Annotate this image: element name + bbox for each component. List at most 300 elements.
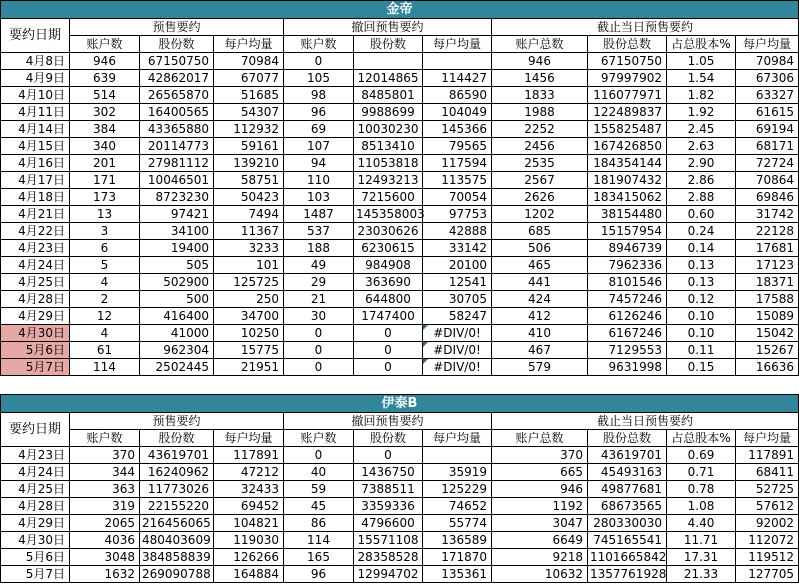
- data-cell[interactable]: [423, 447, 492, 464]
- date-cell[interactable]: 4月16日: [1, 155, 70, 172]
- data-cell[interactable]: 15775: [214, 342, 284, 359]
- data-cell[interactable]: 1747400: [354, 308, 423, 325]
- data-cell[interactable]: 7388511: [354, 481, 423, 498]
- date-cell[interactable]: 4月22日: [1, 223, 70, 240]
- data-cell[interactable]: 745165541: [588, 532, 667, 549]
- date-cell[interactable]: 5月6日: [1, 549, 70, 566]
- date-cell[interactable]: 4月28日: [1, 498, 70, 515]
- date-cell[interactable]: 4月25日: [1, 481, 70, 498]
- data-cell[interactable]: 10250: [214, 325, 284, 342]
- date-cell[interactable]: 4月23日: [1, 447, 70, 464]
- data-cell[interactable]: 40: [284, 464, 354, 481]
- data-cell[interactable]: 119030: [214, 532, 284, 549]
- data-cell[interactable]: 43619701: [588, 447, 667, 464]
- table-row: [1, 532, 799, 549]
- data-cell[interactable]: 47212: [214, 464, 284, 481]
- data-cell[interactable]: 340: [70, 138, 140, 155]
- data-cell[interactable]: 8946739: [588, 240, 667, 257]
- data-cell[interactable]: 665: [492, 464, 588, 481]
- data-cell[interactable]: 49877681: [588, 481, 667, 498]
- data-cell[interactable]: 11773026: [140, 481, 214, 498]
- data-cell[interactable]: 1456: [492, 70, 588, 87]
- data-cell[interactable]: [423, 53, 492, 70]
- data-cell[interactable]: 94: [284, 155, 354, 172]
- data-cell[interactable]: 12014865: [354, 70, 423, 87]
- data-cell[interactable]: 514: [70, 87, 140, 104]
- data-cell[interactable]: 19400: [140, 240, 214, 257]
- data-cell[interactable]: 1.08: [667, 498, 736, 515]
- data-cell[interactable]: 96: [284, 566, 354, 583]
- date-cell[interactable]: 4月30日: [1, 532, 70, 549]
- data-cell[interactable]: 98: [284, 87, 354, 104]
- data-cell[interactable]: 164884: [214, 566, 284, 583]
- data-cell[interactable]: 136589: [423, 532, 492, 549]
- data-cell[interactable]: 0.10: [667, 308, 736, 325]
- data-cell[interactable]: 7215600: [354, 189, 423, 206]
- data-cell[interactable]: 17.31: [667, 549, 736, 566]
- data-cell[interactable]: 97753: [423, 206, 492, 223]
- data-cell[interactable]: 110: [284, 172, 354, 189]
- data-cell[interactable]: 49: [284, 257, 354, 274]
- data-cell[interactable]: 22155220: [140, 498, 214, 515]
- date-cell[interactable]: 4月10日: [1, 87, 70, 104]
- data-cell[interactable]: 946: [492, 481, 588, 498]
- data-cell[interactable]: 6230615: [354, 240, 423, 257]
- date-cell[interactable]: 4月25日: [1, 274, 70, 291]
- data-cell[interactable]: 20100: [423, 257, 492, 274]
- data-cell[interactable]: 96: [284, 104, 354, 121]
- data-cell[interactable]: 250: [214, 291, 284, 308]
- data-cell[interactable]: 15042: [736, 325, 799, 342]
- data-cell[interactable]: 17588: [736, 291, 799, 308]
- data-cell[interactable]: 155825487: [588, 121, 667, 138]
- data-cell[interactable]: 962304: [140, 342, 214, 359]
- data-cell[interactable]: #DIV/0!: [423, 325, 492, 342]
- data-cell[interactable]: 119512: [736, 549, 799, 566]
- data-cell[interactable]: 188: [284, 240, 354, 257]
- data-cell[interactable]: 117594: [423, 155, 492, 172]
- data-cell[interactable]: 4.40: [667, 515, 736, 532]
- data-cell[interactable]: 68673565: [588, 498, 667, 515]
- data-cell[interactable]: 125229: [423, 481, 492, 498]
- data-cell[interactable]: 68411: [736, 464, 799, 481]
- data-cell[interactable]: 0.11: [667, 342, 736, 359]
- data-cell[interactable]: 2456: [492, 138, 588, 155]
- data-cell[interactable]: 116077971: [588, 87, 667, 104]
- data-cell[interactable]: 61: [70, 342, 140, 359]
- data-cell[interactable]: 2502445: [140, 359, 214, 376]
- data-cell[interactable]: 384858839: [140, 549, 214, 566]
- data-cell[interactable]: 537: [284, 223, 354, 240]
- date-cell[interactable]: 4月9日: [1, 70, 70, 87]
- data-cell[interactable]: 97997902: [588, 70, 667, 87]
- data-cell[interactable]: 68171: [736, 138, 799, 155]
- data-cell[interactable]: 67150750: [588, 53, 667, 70]
- data-cell[interactable]: 45493163: [588, 464, 667, 481]
- data-cell[interactable]: 0: [284, 359, 354, 376]
- data-cell[interactable]: 280330030: [588, 515, 667, 532]
- data-cell[interactable]: 7962336: [588, 257, 667, 274]
- table-row: [1, 172, 799, 189]
- data-cell[interactable]: 16636: [736, 359, 799, 376]
- data-cell[interactable]: 12493213: [354, 172, 423, 189]
- data-cell[interactable]: 69452: [214, 498, 284, 515]
- data-cell[interactable]: 55774: [423, 515, 492, 532]
- data-cell[interactable]: 86590: [423, 87, 492, 104]
- data-cell[interactable]: 2535: [492, 155, 588, 172]
- data-cell[interactable]: 67150750: [140, 53, 214, 70]
- data-cell[interactable]: 1833: [492, 87, 588, 104]
- data-cell[interactable]: 69846: [736, 189, 799, 206]
- data-cell[interactable]: 70864: [736, 172, 799, 189]
- data-cell[interactable]: 363: [70, 481, 140, 498]
- data-cell[interactable]: 506: [492, 240, 588, 257]
- data-cell[interactable]: 171870: [423, 549, 492, 566]
- data-cell[interactable]: 104821: [214, 515, 284, 532]
- data-cell[interactable]: 1.92: [667, 104, 736, 121]
- data-cell[interactable]: 32433: [214, 481, 284, 498]
- data-cell[interactable]: 18371: [736, 274, 799, 291]
- data-cell[interactable]: 7494: [214, 206, 284, 223]
- data-cell[interactable]: 6126246: [588, 308, 667, 325]
- data-cell[interactable]: 363690: [354, 274, 423, 291]
- data-cell[interactable]: 216456065: [140, 515, 214, 532]
- data-cell[interactable]: 30: [284, 308, 354, 325]
- data-cell[interactable]: 370: [492, 447, 588, 464]
- data-cell[interactable]: 107: [284, 138, 354, 155]
- data-cell[interactable]: 21.33: [667, 566, 736, 583]
- data-cell[interactable]: 8101546: [588, 274, 667, 291]
- data-cell[interactable]: 79565: [423, 138, 492, 155]
- data-cell[interactable]: 30705: [423, 291, 492, 308]
- date-cell[interactable]: 4月24日: [1, 257, 70, 274]
- data-cell[interactable]: 145366: [423, 121, 492, 138]
- data-cell[interactable]: 10046501: [140, 172, 214, 189]
- data-cell[interactable]: 441: [492, 274, 588, 291]
- data-cell[interactable]: 0.60: [667, 206, 736, 223]
- date-cell[interactable]: 4月24日: [1, 464, 70, 481]
- table-row: [1, 291, 799, 308]
- data-cell[interactable]: 579: [492, 359, 588, 376]
- data-cell[interactable]: 7129553: [588, 342, 667, 359]
- data-cell[interactable]: 117891: [214, 447, 284, 464]
- data-cell[interactable]: #DIV/0!: [423, 359, 492, 376]
- data-cell[interactable]: 126266: [214, 549, 284, 566]
- data-cell[interactable]: 101: [214, 257, 284, 274]
- data-cell[interactable]: 145358003: [354, 206, 423, 223]
- data-cell[interactable]: 104049: [423, 104, 492, 121]
- data-cell[interactable]: 135361: [423, 566, 492, 583]
- data-cell[interactable]: 15157954: [588, 223, 667, 240]
- data-cell[interactable]: 2.63: [667, 138, 736, 155]
- data-cell[interactable]: 33142: [423, 240, 492, 257]
- data-cell[interactable]: 67306: [736, 70, 799, 87]
- data-cell[interactable]: 183415062: [588, 189, 667, 206]
- data-cell[interactable]: 1.82: [667, 87, 736, 104]
- data-cell[interactable]: 201: [70, 155, 140, 172]
- date-cell[interactable]: 4月28日: [1, 291, 70, 308]
- data-cell[interactable]: 58751: [214, 172, 284, 189]
- data-cell[interactable]: 2.88: [667, 189, 736, 206]
- data-cell[interactable]: 946: [492, 53, 588, 70]
- data-cell[interactable]: 92002: [736, 515, 799, 532]
- data-cell[interactable]: 45: [284, 498, 354, 515]
- data-cell[interactable]: 500: [140, 291, 214, 308]
- data-cell[interactable]: 114427: [423, 70, 492, 87]
- data-cell[interactable]: 117891: [736, 447, 799, 464]
- data-cell[interactable]: 3233: [214, 240, 284, 257]
- data-cell[interactable]: 74652: [423, 498, 492, 515]
- data-cell[interactable]: 424: [492, 291, 588, 308]
- data-cell[interactable]: 302: [70, 104, 140, 121]
- date-cell[interactable]: 5月7日: [1, 566, 70, 583]
- data-cell[interactable]: 2252: [492, 121, 588, 138]
- data-cell[interactable]: 59161: [214, 138, 284, 155]
- data-cell[interactable]: 3359336: [354, 498, 423, 515]
- data-cell[interactable]: 6167246: [588, 325, 667, 342]
- data-cell[interactable]: 27981112: [140, 155, 214, 172]
- data-cell[interactable]: 1487: [284, 206, 354, 223]
- data-cell[interactable]: 2567: [492, 172, 588, 189]
- data-cell[interactable]: 319: [70, 498, 140, 515]
- data-cell[interactable]: 0.10: [667, 325, 736, 342]
- data-cell[interactable]: 6649: [492, 532, 588, 549]
- date-cell[interactable]: 4月15日: [1, 138, 70, 155]
- data-cell[interactable]: 184354144: [588, 155, 667, 172]
- data-cell[interactable]: 112932: [214, 121, 284, 138]
- data-cell[interactable]: 0.13: [667, 274, 736, 291]
- data-cell[interactable]: 11367: [214, 223, 284, 240]
- date-cell[interactable]: 5月7日: [1, 359, 70, 376]
- data-cell[interactable]: 416400: [140, 308, 214, 325]
- data-cell[interactable]: 181907432: [588, 172, 667, 189]
- data-cell[interactable]: 67077: [214, 70, 284, 87]
- data-cell[interactable]: 0.71: [667, 464, 736, 481]
- data-cell[interactable]: 0.15: [667, 359, 736, 376]
- data-cell[interactable]: 984908: [354, 257, 423, 274]
- data-cell[interactable]: 171: [70, 172, 140, 189]
- data-cell[interactable]: 17123: [736, 257, 799, 274]
- data-cell[interactable]: 9988699: [354, 104, 423, 121]
- data-cell[interactable]: 57612: [736, 498, 799, 515]
- data-cell[interactable]: 34700: [214, 308, 284, 325]
- data-cell[interactable]: 38154480: [588, 206, 667, 223]
- data-cell[interactable]: 10632: [492, 566, 588, 583]
- data-cell[interactable]: 8513410: [354, 138, 423, 155]
- data-cell[interactable]: 15089: [736, 308, 799, 325]
- data-cell[interactable]: 31742: [736, 206, 799, 223]
- data-cell[interactable]: 1357761928: [588, 566, 667, 583]
- data-cell[interactable]: 0: [354, 325, 423, 342]
- data-cell[interactable]: 3047: [492, 515, 588, 532]
- date-cell[interactable]: 4月11日: [1, 104, 70, 121]
- date-cell[interactable]: 5月6日: [1, 342, 70, 359]
- data-cell[interactable]: 63327: [736, 87, 799, 104]
- data-cell[interactable]: 61615: [736, 104, 799, 121]
- date-cell[interactable]: 4月29日: [1, 308, 70, 325]
- data-cell[interactable]: 4: [70, 325, 140, 342]
- data-cell[interactable]: 639: [70, 70, 140, 87]
- data-cell[interactable]: 34100: [140, 223, 214, 240]
- data-cell[interactable]: 3048: [70, 549, 140, 566]
- data-cell[interactable]: 0: [354, 359, 423, 376]
- data-cell[interactable]: 122489837: [588, 104, 667, 121]
- data-cell[interactable]: 4036: [70, 532, 140, 549]
- data-cell[interactable]: 12541: [423, 274, 492, 291]
- data-cell[interactable]: 8723230: [140, 189, 214, 206]
- data-cell[interactable]: 17681: [736, 240, 799, 257]
- data-cell[interactable]: 1101665842: [588, 549, 667, 566]
- data-cell[interactable]: 9218: [492, 549, 588, 566]
- data-cell[interactable]: 69: [284, 121, 354, 138]
- data-cell[interactable]: 2: [70, 291, 140, 308]
- data-cell[interactable]: 2065: [70, 515, 140, 532]
- data-cell[interactable]: 15571108: [354, 532, 423, 549]
- data-cell[interactable]: 6: [70, 240, 140, 257]
- data-cell[interactable]: 1.05: [667, 53, 736, 70]
- data-cell[interactable]: 685: [492, 223, 588, 240]
- data-cell[interactable]: 59: [284, 481, 354, 498]
- data-cell[interactable]: 0: [284, 342, 354, 359]
- data-cell[interactable]: 4796600: [354, 515, 423, 532]
- data-cell[interactable]: 12994702: [354, 566, 423, 583]
- data-cell[interactable]: 22128: [736, 223, 799, 240]
- data-cell[interactable]: 72724: [736, 155, 799, 172]
- data-cell[interactable]: 125725: [214, 274, 284, 291]
- data-cell[interactable]: 384: [70, 121, 140, 138]
- data-cell[interactable]: 29: [284, 274, 354, 291]
- data-cell[interactable]: 11053818: [354, 155, 423, 172]
- data-cell[interactable]: 51685: [214, 87, 284, 104]
- data-cell[interactable]: 0: [354, 447, 423, 464]
- data-cell[interactable]: 344: [70, 464, 140, 481]
- data-cell[interactable]: 167426850: [588, 138, 667, 155]
- data-cell[interactable]: 7457246: [588, 291, 667, 308]
- data-cell[interactable]: 69194: [736, 121, 799, 138]
- data-cell[interactable]: 0.24: [667, 223, 736, 240]
- data-cell[interactable]: 112072: [736, 532, 799, 549]
- data-cell[interactable]: 9631998: [588, 359, 667, 376]
- data-cell[interactable]: 97421: [140, 206, 214, 223]
- data-cell[interactable]: 1632: [70, 566, 140, 583]
- data-cell[interactable]: 20114773: [140, 138, 214, 155]
- data-cell[interactable]: 2.86: [667, 172, 736, 189]
- data-cell[interactable]: 8485801: [354, 87, 423, 104]
- data-cell[interactable]: 127705: [736, 566, 799, 583]
- data-cell[interactable]: 410: [492, 325, 588, 342]
- date-cell[interactable]: 4月17日: [1, 172, 70, 189]
- data-cell[interactable]: 946: [70, 53, 140, 70]
- data-cell[interactable]: 139210: [214, 155, 284, 172]
- data-cell[interactable]: 16400565: [140, 104, 214, 121]
- date-cell[interactable]: 4月18日: [1, 189, 70, 206]
- data-cell[interactable]: 114: [70, 359, 140, 376]
- data-cell[interactable]: 1988: [492, 104, 588, 121]
- data-cell[interactable]: 0.69: [667, 447, 736, 464]
- data-cell[interactable]: 103: [284, 189, 354, 206]
- data-cell[interactable]: 54307: [214, 104, 284, 121]
- data-cell[interactable]: 12: [70, 308, 140, 325]
- data-cell[interactable]: 412: [492, 308, 588, 325]
- data-cell[interactable]: 113575: [423, 172, 492, 189]
- data-cell[interactable]: 15267: [736, 342, 799, 359]
- data-cell[interactable]: 26565870: [140, 87, 214, 104]
- data-cell[interactable]: 28358528: [354, 549, 423, 566]
- data-cell[interactable]: 11.71: [667, 532, 736, 549]
- data-cell[interactable]: 4: [70, 274, 140, 291]
- data-cell[interactable]: 50423: [214, 189, 284, 206]
- data-cell[interactable]: 502900: [140, 274, 214, 291]
- date-cell[interactable]: 4月29日: [1, 515, 70, 532]
- data-cell[interactable]: 114: [284, 532, 354, 549]
- data-cell[interactable]: 0.78: [667, 481, 736, 498]
- data-cell[interactable]: 35919: [423, 464, 492, 481]
- data-cell[interactable]: 505: [140, 257, 214, 274]
- data-cell[interactable]: 467: [492, 342, 588, 359]
- data-cell[interactable]: 23030626: [354, 223, 423, 240]
- date-cell[interactable]: 4月21日: [1, 206, 70, 223]
- date-cell[interactable]: 4月30日: [1, 325, 70, 342]
- data-cell[interactable]: 0.13: [667, 257, 736, 274]
- data-cell[interactable]: 173: [70, 189, 140, 206]
- data-cell[interactable]: 3: [70, 223, 140, 240]
- data-cell[interactable]: 644800: [354, 291, 423, 308]
- data-cell[interactable]: 86: [284, 515, 354, 532]
- data-cell[interactable]: 0: [354, 342, 423, 359]
- date-cell[interactable]: 4月8日: [1, 53, 70, 70]
- data-cell[interactable]: 0: [284, 53, 354, 70]
- data-cell[interactable]: 370: [70, 447, 140, 464]
- data-cell[interactable]: 0.14: [667, 240, 736, 257]
- data-cell[interactable]: 1192: [492, 498, 588, 515]
- data-cell[interactable]: 43619701: [140, 447, 214, 464]
- data-cell[interactable]: 480403609: [140, 532, 214, 549]
- data-cell[interactable]: 58247: [423, 308, 492, 325]
- date-cell[interactable]: 4月14日: [1, 121, 70, 138]
- data-cell[interactable]: 465: [492, 257, 588, 274]
- data-cell[interactable]: #DIV/0!: [423, 342, 492, 359]
- data-cell[interactable]: 70054: [423, 189, 492, 206]
- data-cell[interactable]: 70984: [214, 53, 284, 70]
- data-cell[interactable]: 21: [284, 291, 354, 308]
- data-cell[interactable]: 165: [284, 549, 354, 566]
- data-cell[interactable]: 2626: [492, 189, 588, 206]
- data-cell[interactable]: 1.54: [667, 70, 736, 87]
- data-cell[interactable]: 105: [284, 70, 354, 87]
- data-cell[interactable]: 41000: [140, 325, 214, 342]
- date-cell[interactable]: 4月23日: [1, 240, 70, 257]
- data-cell[interactable]: 52725: [736, 481, 799, 498]
- data-cell[interactable]: 42888: [423, 223, 492, 240]
- data-cell[interactable]: 1436750: [354, 464, 423, 481]
- data-cell[interactable]: 42862017: [140, 70, 214, 87]
- data-cell[interactable]: 5: [70, 257, 140, 274]
- data-cell[interactable]: 269090788: [140, 566, 214, 583]
- data-cell[interactable]: 0: [284, 325, 354, 342]
- data-cell[interactable]: 0.12: [667, 291, 736, 308]
- data-cell[interactable]: 21951: [214, 359, 284, 376]
- data-cell[interactable]: 2.90: [667, 155, 736, 172]
- data-cell[interactable]: 10030230: [354, 121, 423, 138]
- data-cell[interactable]: 70984: [736, 53, 799, 70]
- data-cell[interactable]: 43365880: [140, 121, 214, 138]
- data-cell[interactable]: 2.45: [667, 121, 736, 138]
- data-cell[interactable]: 1202: [492, 206, 588, 223]
- data-cell[interactable]: 16240962: [140, 464, 214, 481]
- data-cell[interactable]: 0: [284, 447, 354, 464]
- data-cell[interactable]: [354, 53, 423, 70]
- data-cell[interactable]: 13: [70, 206, 140, 223]
